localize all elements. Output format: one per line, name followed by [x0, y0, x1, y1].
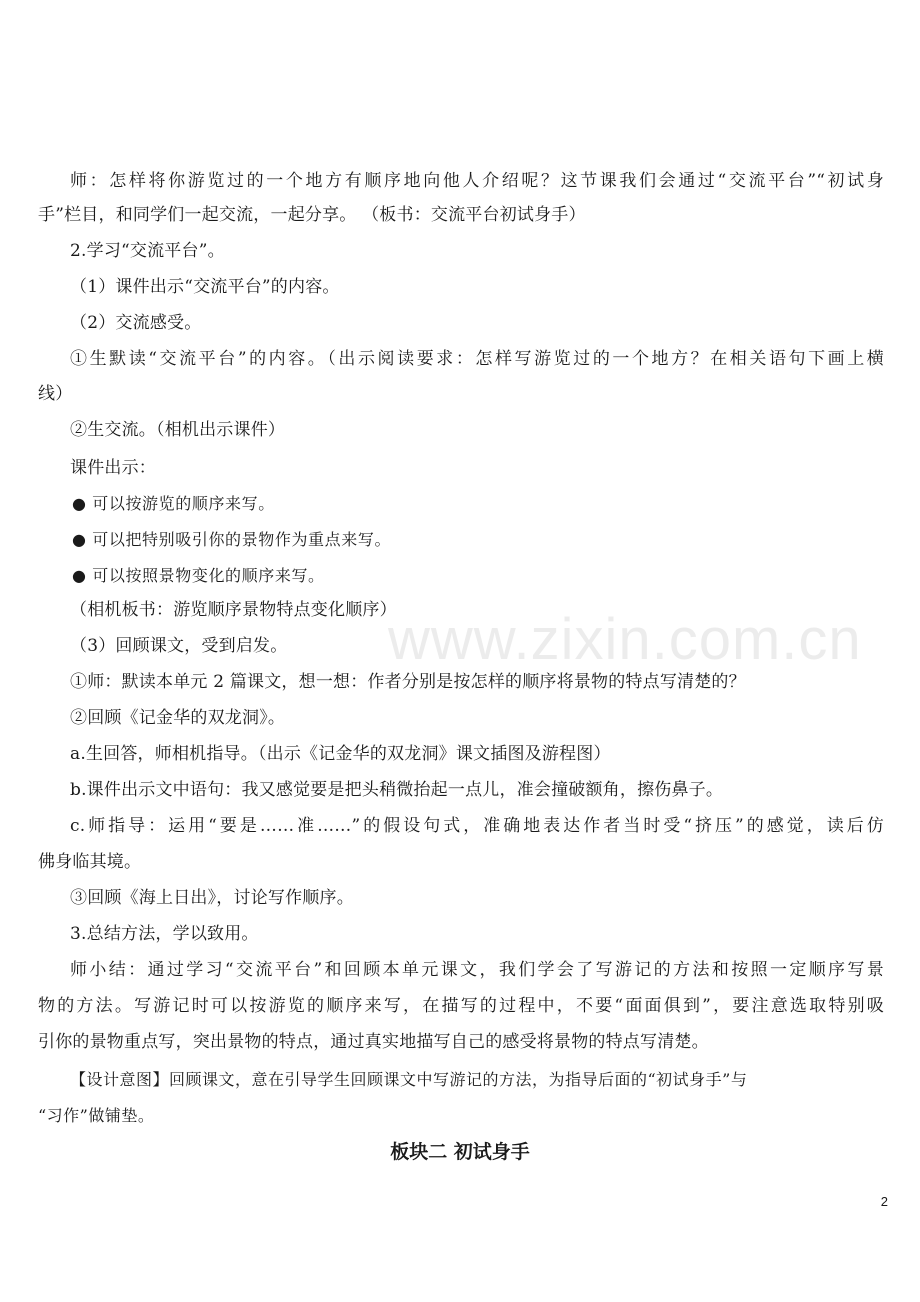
paragraph-line: ②回顾《记金华的双龙洞》。 — [70, 708, 286, 728]
paragraph-line: ③回顾《海上日出》，讨论写作顺序。 — [70, 888, 354, 908]
paragraph-line: （3）回顾课文，受到启发。 — [70, 636, 288, 656]
watermark: www.zixin.com.cn — [388, 607, 862, 672]
paragraph-line: 线） — [38, 384, 73, 404]
design-intent-line: “习作”做铺垫。 — [38, 1106, 155, 1125]
paragraph-line: （2）交流感受。 — [70, 313, 202, 333]
paragraph-line: （1）课件出示“交流平台”的内容。 — [70, 277, 340, 297]
paragraph-line: 2.学习“交流平台”。 — [70, 241, 225, 261]
bullet-item: ● 可以按游览的顺序来写。 — [72, 494, 275, 513]
bullet-item: ● 可以把特别吸引你的景物作为重点来写。 — [72, 530, 392, 549]
bullet-item: ● 可以按照景物变化的顺序来写。 — [72, 566, 325, 585]
paragraph-line: 物的方法。写游记时可以按游览的顺序来写，在描写的过程中，不要“面面俱到”，要注意选取特别吸 — [38, 996, 884, 1016]
paragraph-line: 师小结：通过学习“交流平台”和回顾本单元课文，我们学会了写游记的方法和按照一定顺序写景 — [70, 960, 884, 980]
paragraph-line: a.生回答，师相机指导。（出示《记金华的双龙洞》课文插图及游程图） — [70, 744, 611, 764]
paragraph-line: 引你的景物重点写，突出景物的特点，通过真实地描写自己的感受将景物的特点写清楚。 — [38, 1032, 709, 1052]
paragraph-line: 手”栏目，和同学们一起交流，一起分享。 （板书：交流平台初试身手） — [38, 205, 586, 225]
design-intent-line: 【设计意图】回顾课文，意在引导学生回顾课文中写游记的方法，为指导后面的“初试身手”与 — [70, 1070, 748, 1089]
paragraph-line: 课件出示： — [70, 458, 156, 478]
paragraph-line: ①生默读“交流平台”的内容。（出示阅读要求：怎样写游览过的一个地方？在相关语句下画上横 — [70, 349, 884, 369]
section-heading: 板块二 初试身手 — [390, 1141, 530, 1163]
paragraph-line: 师：怎样将你游览过的一个地方有顺序地向他人介绍呢？这节课我们会通过“交流平台”“初试身 — [70, 171, 884, 191]
paragraph-line: c.师指导：运用“要是……准……”的假设句式，准确地表达作者当时受“挤压”的感觉，读后仿 — [70, 816, 884, 836]
paragraph-line: 3.总结方法，学以致用。 — [70, 924, 259, 944]
paragraph-line: b.课件出示文中语句：我又感觉要是把头稍微抬起一点儿，准会撞破额角，擦伤鼻子。 — [70, 780, 724, 800]
page-number: 2 — [880, 1194, 888, 1209]
paragraph-line: 佛身临其境。 — [38, 852, 142, 872]
paragraph-line: ②生交流。（相机出示课件） — [70, 420, 286, 440]
paragraph-line: ①师：默读本单元 2 篇课文，想一想：作者分别是按怎样的顺序将景物的特点写清楚的？ — [70, 672, 746, 692]
paragraph-line: （相机板书：游览顺序景物特点变化顺序） — [70, 600, 397, 620]
